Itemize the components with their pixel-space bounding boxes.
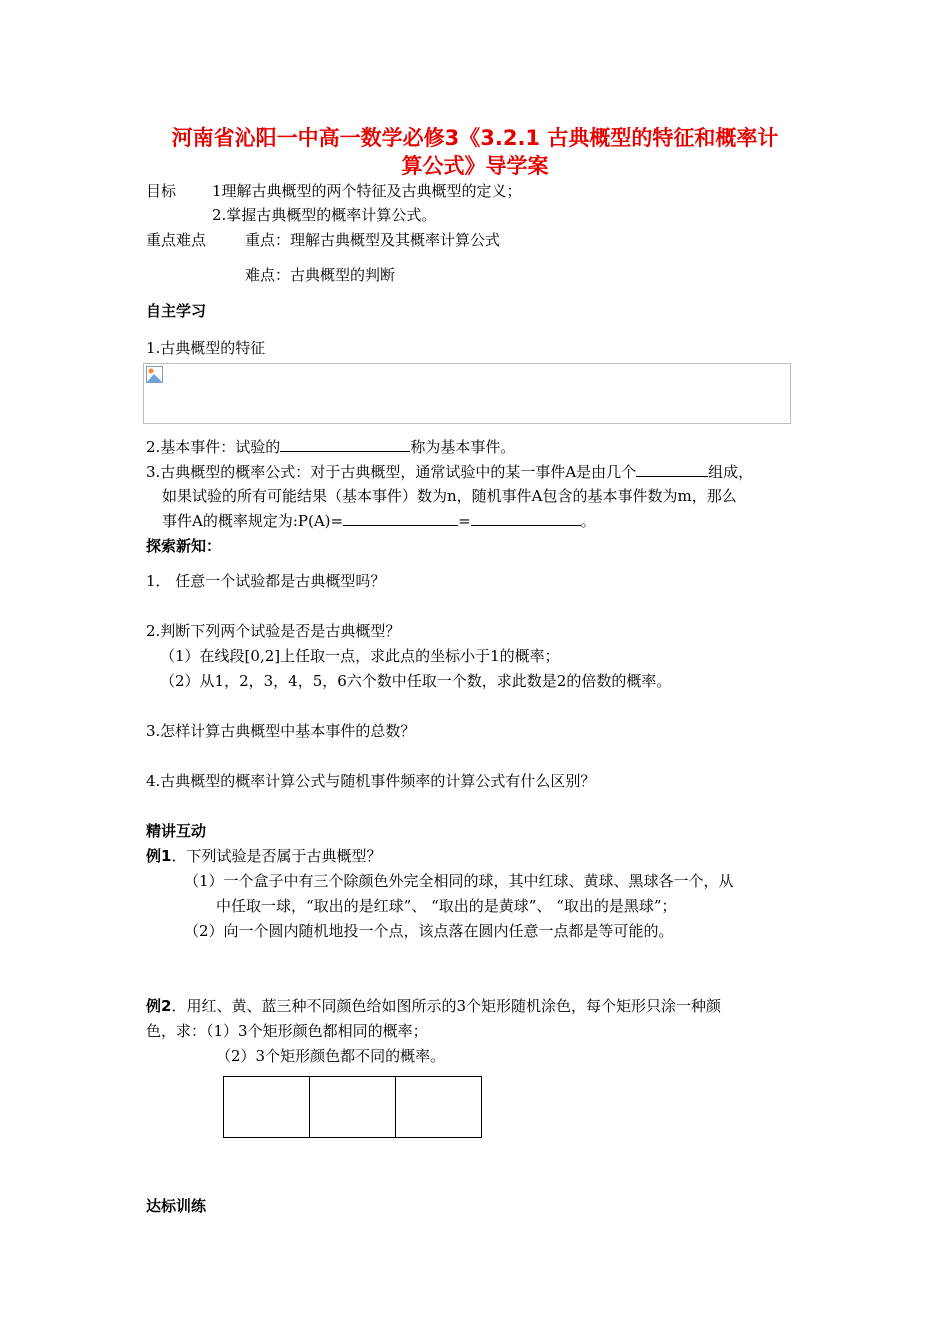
example-2-line2: 色，求：（1）3个矩形颜色都相同的概率； bbox=[146, 1022, 428, 1040]
key-point-difficulty: 难点：古典概型的判断 bbox=[245, 266, 396, 284]
self-study-q3-line3 bbox=[162, 510, 596, 531]
example-1-heading bbox=[146, 845, 381, 866]
broken-image-icon bbox=[146, 366, 163, 383]
objectives-label: 目标 bbox=[146, 182, 177, 200]
answer-blank[interactable] bbox=[280, 437, 410, 452]
key-points-label: 重点难点 bbox=[146, 231, 207, 249]
example-2-line3: （2）3个矩形颜色都不同的概率。 bbox=[216, 1047, 446, 1065]
answer-blank[interactable] bbox=[636, 462, 708, 477]
explore-q2-a: （1）在线段[0,2]上任取一点，求此点的坐标小于1的概率； bbox=[160, 647, 560, 665]
example-1-part-a-line2: 中任取一球，“取出的是红球”、 “取出的是黄球”、 “取出的是黑球”； bbox=[216, 897, 677, 915]
q3-equals: = bbox=[458, 512, 471, 530]
example-1-label: 例1 bbox=[146, 847, 172, 865]
self-study-q2 bbox=[146, 436, 515, 457]
self-study-q3-line1 bbox=[146, 461, 753, 482]
q3-line1-prefix: 3.古典概型的概率公式：对于古典概型，通常试验中的某一事件A是由几个 bbox=[146, 463, 637, 481]
q3-line1-suffix: 组成， bbox=[708, 463, 754, 481]
q3-line3-prefix: 事件A的概率规定为:P(A)= bbox=[162, 512, 344, 530]
q2-suffix: 称为基本事件。 bbox=[410, 438, 516, 456]
page-title-line2: 算公式》导学案 bbox=[401, 154, 549, 178]
objective-item-2: 2.掌握古典概型的概率计算公式。 bbox=[212, 206, 437, 224]
example-2-text: ．用红、黄、蓝三种不同颜色给如图所示的3个矩形随机涂色，每个矩形只涂一种颜 bbox=[171, 997, 721, 1015]
explore-q3: 3.怎样计算古典概型中基本事件的总数？ bbox=[146, 722, 416, 740]
rectangle-2 bbox=[310, 1077, 396, 1137]
section-heading-explore: 探索新知： bbox=[146, 537, 222, 555]
rectangle-1 bbox=[224, 1077, 310, 1137]
three-rectangles-figure bbox=[223, 1076, 482, 1138]
q3-end: 。 bbox=[580, 512, 596, 530]
figure-placeholder-box bbox=[143, 363, 791, 424]
example-2-label: 例2 bbox=[146, 997, 172, 1015]
explore-q1: 1． 任意一个试验都是古典概型吗？ bbox=[146, 572, 386, 590]
key-point-focus: 重点：理解古典概型及其概率计算公式 bbox=[245, 231, 501, 249]
section-heading-practice: 达标训练 bbox=[146, 1197, 207, 1215]
explore-q2-b: （2）从1，2，3，4，5，6六个数中任取一个数，求此数是2的倍数的概率。 bbox=[160, 672, 672, 690]
section-heading-self-study: 自主学习 bbox=[146, 302, 207, 320]
answer-blank[interactable] bbox=[471, 511, 581, 526]
explore-q2: 2.判断下列两个试验是否是古典概型？ bbox=[146, 622, 401, 640]
objective-item-1: 1理解古典概型的两个特征及古典概型的定义； bbox=[212, 182, 522, 200]
rectangle-3 bbox=[396, 1077, 481, 1137]
page-title-line1: 河南省沁阳一中高一数学必修3《3.2.1 古典概型的特征和概率计 bbox=[171, 126, 779, 150]
example-2-line1 bbox=[146, 995, 721, 1016]
example-1-part-b: （2）向一个圆内随机地投一个点，该点落在圆内任意一点都是等可能的。 bbox=[184, 922, 674, 940]
q2-prefix: 2.基本事件：试验的 bbox=[146, 438, 281, 456]
example-1-part-a-line1: （1）一个盒子中有三个除颜色外完全相同的球，其中红球、黄球、黑球各一个，从 bbox=[184, 872, 734, 890]
self-study-q3-line2: 如果试验的所有可能结果（基本事件）数为n，随机事件A包含的基本事件数为m，那么 bbox=[162, 487, 737, 505]
answer-blank[interactable] bbox=[343, 511, 458, 526]
explore-q4: 4.古典概型的概率计算公式与随机事件频率的计算公式有什么区别？ bbox=[146, 772, 596, 790]
section-heading-interactive: 精讲互动 bbox=[146, 822, 207, 840]
self-study-q1: 1.古典概型的特征 bbox=[146, 339, 266, 357]
example-1-text: ．下列试验是否属于古典概型？ bbox=[171, 847, 382, 865]
